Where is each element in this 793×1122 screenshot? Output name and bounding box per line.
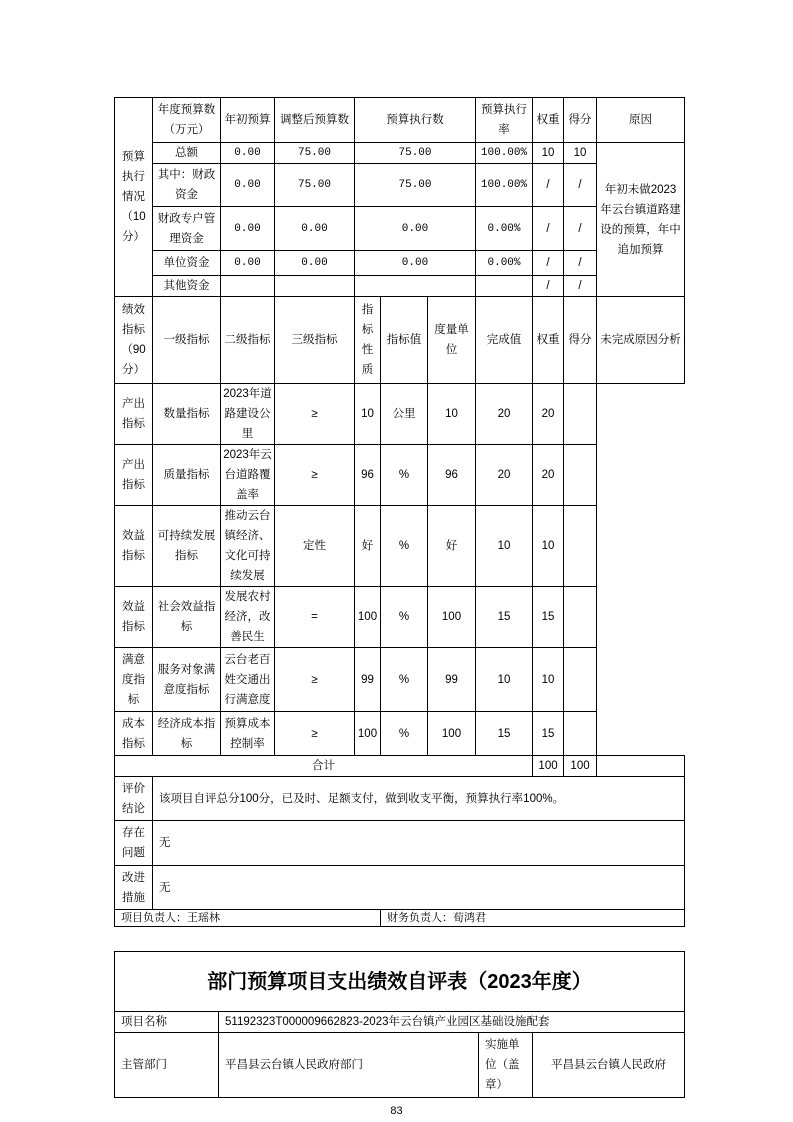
cell: 10 [428,384,476,445]
cell: 10 [476,648,533,712]
unit-label: 实施单位（盖章） [479,1033,533,1098]
cell: 0.00 [275,251,355,276]
cell: 产出指标 [115,445,153,506]
conclusion-text: 该项目自评总分100分，已及时、足额支付，做到收支平衡，预算执行率100%。 [153,777,685,821]
cell: 15 [476,712,533,756]
cell [564,445,597,506]
cell: 产出指标 [115,384,153,445]
cell [476,276,533,297]
header: 原因 [597,98,685,143]
dept-label: 主管部门 [115,1033,219,1098]
indicator-row [115,648,685,712]
improve-text: 无 [153,866,685,910]
cell: / [564,164,597,207]
cell: 10 [533,143,564,164]
cell: 10 [476,506,533,587]
cell: 0.00% [476,207,533,251]
cell: 75.00 [355,164,476,207]
cell: 定性 [275,506,355,587]
perf-section-label: 绩效指标（90分） [115,297,153,384]
page-number: 83 [390,1105,403,1117]
cell: 0.00 [275,207,355,251]
header: 指标值 [381,297,428,384]
cell: 好 [428,506,476,587]
cell: 0.00% [476,251,533,276]
header: 权重 [533,297,564,384]
conclusion-label: 评价结论 [115,777,153,821]
project-name-label: 项目名称 [115,1012,219,1033]
cell: 0.00 [221,251,275,276]
cell: 15 [476,587,533,648]
cell: 质量指标 [153,445,221,506]
cell: 75.00 [275,143,355,164]
cell: 100 [428,712,476,756]
cell: 成本指标 [115,712,153,756]
cell: 20 [533,384,564,445]
issues-text: 无 [153,821,685,866]
cell: 20 [476,445,533,506]
cell: 其他资金 [153,276,221,297]
cell: 99 [355,648,381,712]
cell: 75.00 [355,143,476,164]
cell: 15 [533,587,564,648]
improve-label: 改进措施 [115,866,153,910]
total-label: 合计 [115,756,533,777]
cell: 10 [533,506,564,587]
header: 度量单位 [428,297,476,384]
budget-reason: 年初未做2023年云台镇道路建设的预算，年中追加预算 [597,143,685,297]
cell: 0.00 [221,207,275,251]
cell: 满意度指标 [115,648,153,712]
indicator-row [115,587,685,648]
cell: / [564,276,597,297]
cell: 96 [428,445,476,506]
cell: % [381,506,428,587]
header: 指标性质 [355,297,381,384]
cell: 10 [564,143,597,164]
cell: 0.00 [221,164,275,207]
cell: % [381,648,428,712]
cell: 100 [355,587,381,648]
cell: 财政专户管理资金 [153,207,221,251]
cell: 100 [428,587,476,648]
cell: 总额 [153,143,221,164]
cell: / [564,251,597,276]
cell [275,276,355,297]
header: 三级指标 [275,297,355,384]
cell: 经济成本指标 [153,712,221,756]
budget-section-label: 预算执行情况（10分） [115,98,153,297]
header: 未完成原因分析 [597,297,685,384]
indicator-row [115,506,685,587]
performance-table [114,97,685,927]
header: 预算执行数 [355,98,476,143]
cell [564,712,597,756]
cell: / [533,276,564,297]
cell: 20 [533,445,564,506]
cell: 公里 [381,384,428,445]
cell: 好 [355,506,381,587]
total-row [115,756,685,777]
cell: 推动云台镇经济、文化可持续发展 [221,506,275,587]
cell [564,506,597,587]
cell: ≥ [275,648,355,712]
cell: 社会效益指标 [153,587,221,648]
cell: = [275,587,355,648]
header: 权重 [533,98,564,143]
cell: 20 [476,384,533,445]
project-lead: 项目负责人：王瑶林 [115,910,381,927]
header: 年初预算 [221,98,275,143]
cell: ≥ [275,445,355,506]
cell: 发展农村经济，改善民生 [221,587,275,648]
dept-value: 平昌县云台镇人民政府部门 [219,1033,479,1098]
header: 预算执行率 [476,98,533,143]
cell: 10 [355,384,381,445]
cell: 预算成本控制率 [221,712,275,756]
header: 一级指标 [153,297,221,384]
cell: 100 [355,712,381,756]
cell [355,276,476,297]
form2-title: 部门预算项目支出绩效自评表（2023年度） [115,952,685,1012]
cell: / [533,207,564,251]
indicator-row [115,445,685,506]
cell: 15 [533,712,564,756]
unit-value: 平昌县云台镇人民政府 [533,1033,685,1098]
form2-table [114,951,685,1098]
total-score: 100 [564,756,597,777]
issues-label: 存在问题 [115,821,153,866]
cell: 服务对象满意度指标 [153,648,221,712]
cell: 2023年云台道路覆盖率 [221,445,275,506]
cell [564,384,597,445]
project-name-value: 51192323T000009662823-2023年云台镇产业园区基础设施配套 [219,1012,685,1033]
cell: 96 [355,445,381,506]
budget-row [115,143,685,164]
cell: % [381,712,428,756]
cell: 数量指标 [153,384,221,445]
cell: / [533,251,564,276]
cell [221,276,275,297]
total-weight: 100 [533,756,564,777]
header: 得分 [564,98,597,143]
cell [597,756,685,777]
header: 得分 [564,297,597,384]
cell: % [381,445,428,506]
cell: 效益指标 [115,587,153,648]
cell: 100.00% [476,164,533,207]
cell [564,587,597,648]
indicator-row [115,384,685,445]
header: 调整后预算数 [275,98,355,143]
header: 完成值 [476,297,533,384]
cell: 10 [533,648,564,712]
header: 年度预算数（万元） [153,98,221,143]
cell: 99 [428,648,476,712]
cell: ≥ [275,384,355,445]
cell: ≥ [275,712,355,756]
cell: 0.00 [355,207,476,251]
cell: % [381,587,428,648]
cell: 单位资金 [153,251,221,276]
header: 二级指标 [221,297,275,384]
cell: 云台老百姓交通出行满意度 [221,648,275,712]
cell: / [533,164,564,207]
cell: 0.00 [221,143,275,164]
cell: / [564,207,597,251]
cell: 100.00% [476,143,533,164]
cell: 效益指标 [115,506,153,587]
cell: 其中：财政资金 [153,164,221,207]
cell: 可持续发展指标 [153,506,221,587]
page-content [114,0,684,1118]
cell: 2023年道路建设公里 [221,384,275,445]
finance-lead: 财务负责人：荀鸿君 [381,910,685,927]
cell: 75.00 [275,164,355,207]
indicator-row [115,712,685,756]
cell: 0.00 [355,251,476,276]
cell [564,648,597,712]
